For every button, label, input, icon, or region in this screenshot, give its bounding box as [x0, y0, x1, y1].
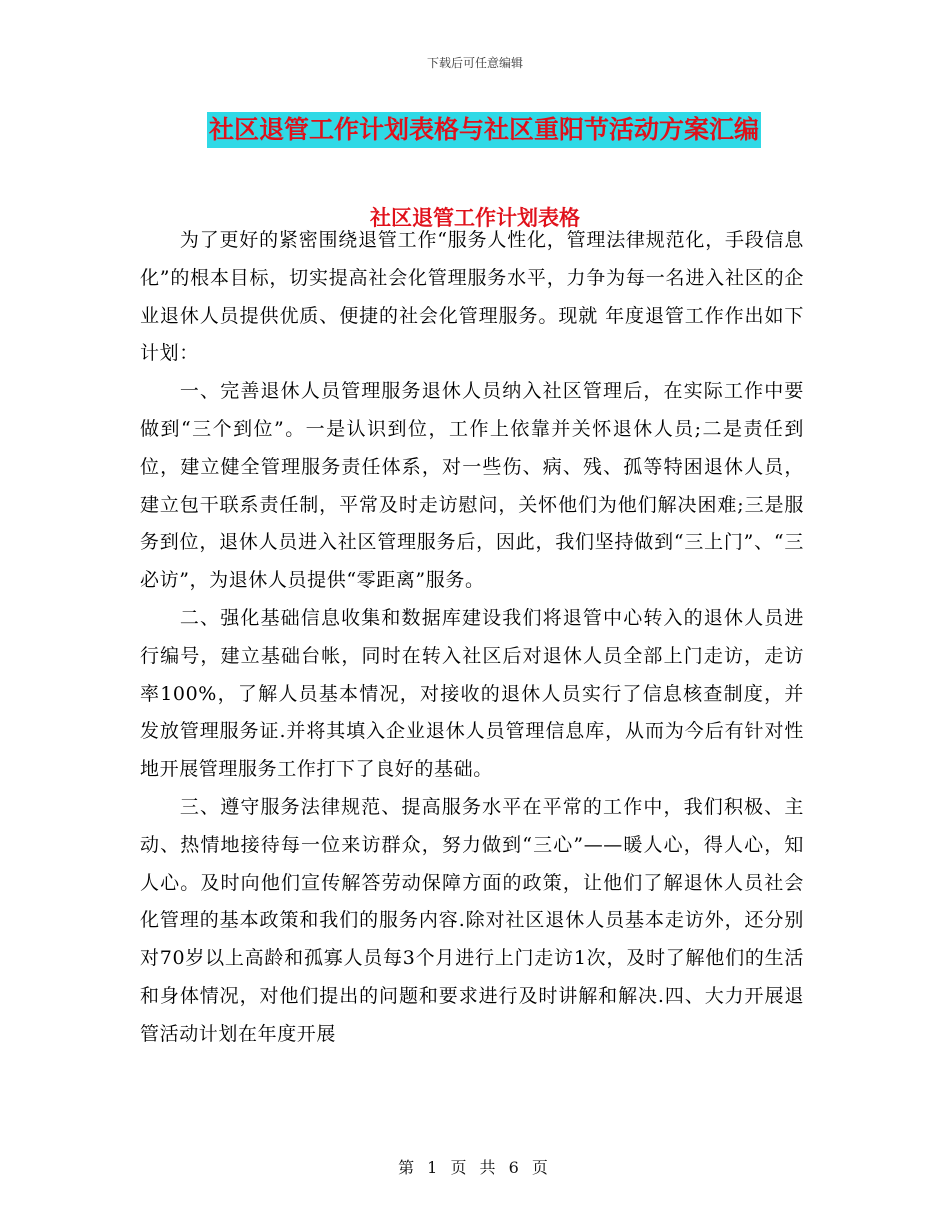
header-note: 下载后可任意编辑	[426, 56, 523, 70]
paragraph-item-2: 二、强化基础信息收集和数据库建设我们将退管中心转入的退休人员进行编号，建立基础台帐，同时在转入社区后对退休人员全部上门走访，走访率100%，了解人员基本情况，对接收的退休人员实行了信息核查制度，并发放管理服务证.并将其填入企业退休人员管理信息库，从而为今后有针对性地开展管理服务工作打下了良好的基础。	[140, 606, 804, 781]
section-title: 社区退管工作计划表格	[370, 206, 580, 230]
paragraph-intro: 为了更好的紧密围绕退管工作“服务人性化，管理法律规范化，手段信息化”的根本目标，切实提高社会化管理服务水平，力争为每一名进入社区的企业退休人员提供优质、便捷的社会化管理服务。现就 年度退管工作作出如下计划：	[140, 229, 804, 365]
document-main-title: 社区退管工作计划表格与社区重阳节活动方案汇编	[207, 112, 761, 148]
page-number-footer: 第 1 页 共 6 页	[398, 1158, 552, 1177]
paragraph-item-1: 一、完善退休人员管理服务退休人员纳入社区管理后，在实际工作中要做到“三个到位”。一是认识到位，工作上依靠并关怀退休人员;二是责任到位，建立健全管理服务责任体系，对一些伤、病、残、孤等特困退休人员，建立包干联系责任制，平常及时走访慰问，关怀他们为他们解决困难;三是服务到位，退休人员进入社区管理服务后，因此，我们坚持做到“三上门”、“三必访”，为退休人员提供“零距离”服务。	[140, 380, 804, 592]
document-body	[140, 222, 804, 1054]
paragraph-item-3: 三、遵守服务法律规范、提高服务水平在平常的工作中，我们积极、主动、热情地接待每一位来访群众，努力做到“三心”——暖人心，得人心，知人心。及时向他们宣传解答劳动保障方面的政策，让他们了解退休人员社会化管理的基本政策和我们的服务内容.除对社区退休人员基本走访外，还分别对70岁以上高龄和孤寡人员每3个月进行上门走访1次，及时了解他们的生活和身体情况，对他们提出的问题和要求进行及时讲解和解决.四、大力开展退管活动计划在年度开展	[140, 795, 804, 1045]
